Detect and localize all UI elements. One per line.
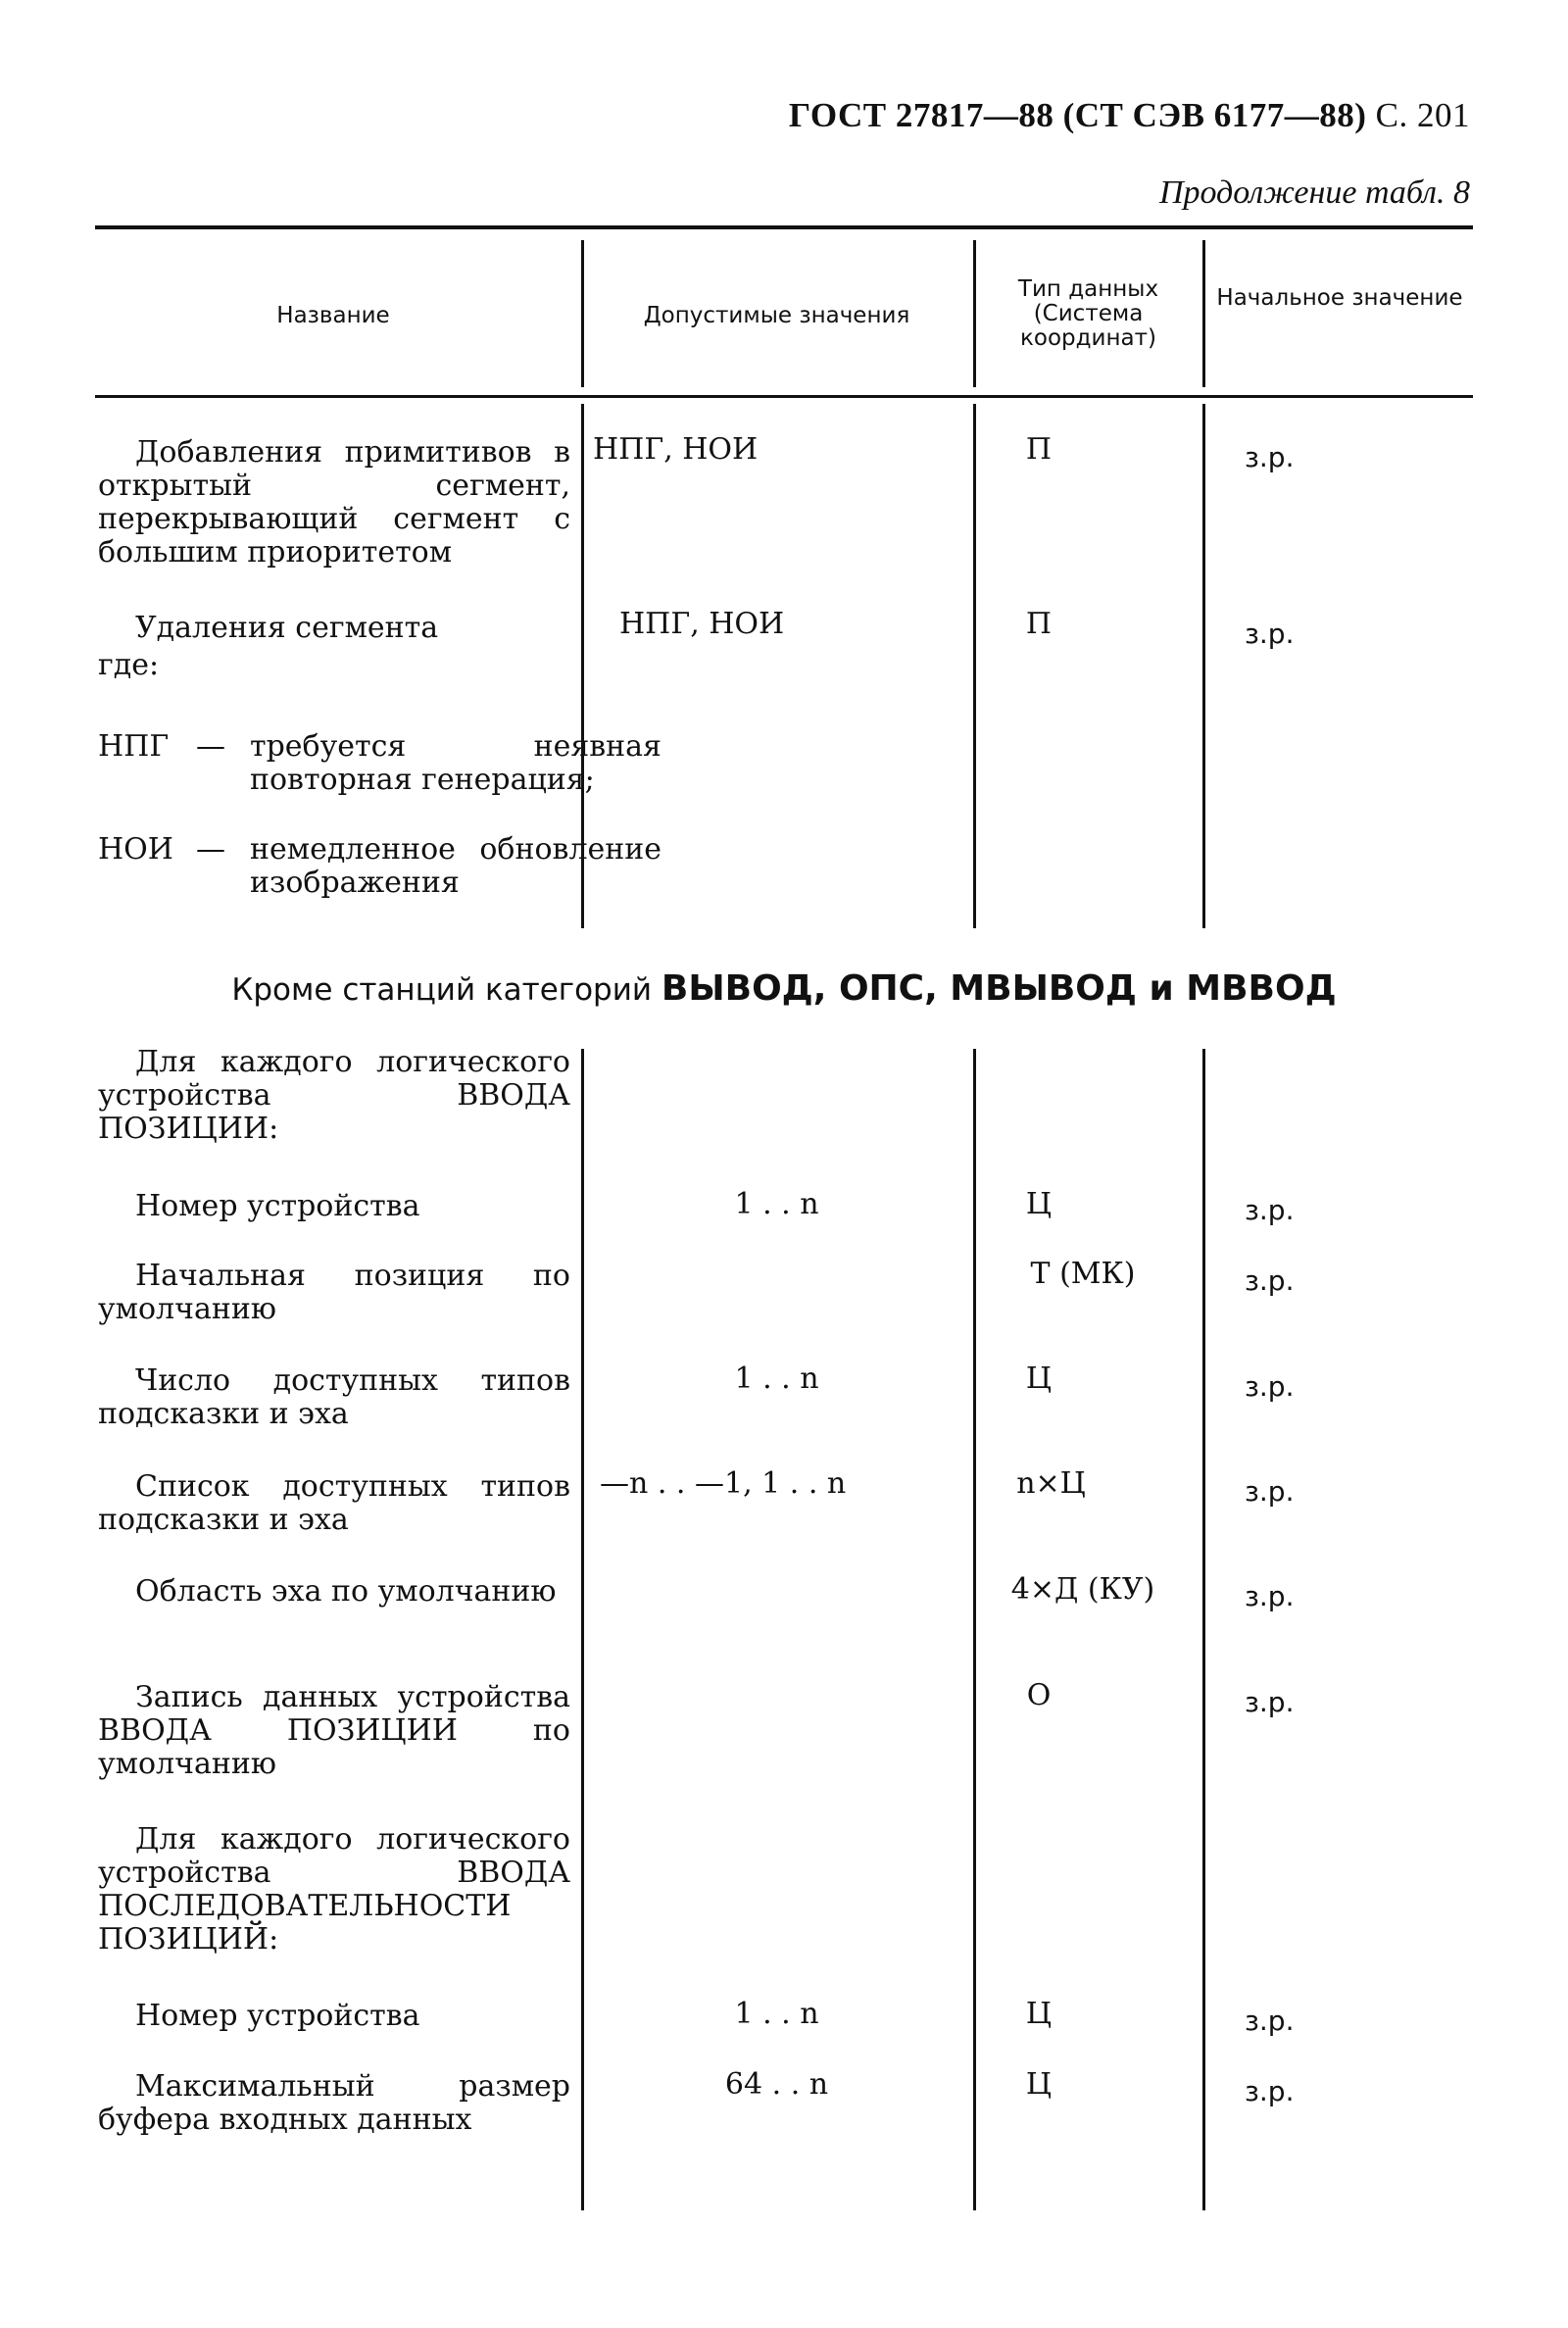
section-heading-bold: ВЫВОД, ОПС, МВЫВОД и МВВОД bbox=[661, 968, 1337, 1009]
column-header-type: Тип данных (Система координат) bbox=[1017, 276, 1159, 351]
table-row-type: Ц bbox=[1025, 1187, 1053, 1221]
table-row-initial: з.р. bbox=[1245, 1686, 1295, 1718]
table-row-initial: з.р. bbox=[1245, 1194, 1295, 1226]
table-row-name: Начальная позиция по умолчанию bbox=[98, 1259, 570, 1326]
legend-dash: — bbox=[196, 729, 225, 764]
section-heading bbox=[98, 968, 1470, 1009]
table-row-initial: з.р. bbox=[1245, 618, 1295, 650]
table-row-initial: з.р. bbox=[1245, 2075, 1295, 2107]
table-row-type: n×Ц bbox=[1016, 1466, 1086, 1501]
column-divider bbox=[973, 404, 976, 928]
table-row-type: Ц bbox=[1025, 1997, 1053, 2031]
table-continuation-label: Продолжение табл. 8 bbox=[1158, 174, 1470, 211]
table-row-name: Добавления примитивов в открытый сегмент, перекрывающий сегмент с большим приоритетом bbox=[98, 435, 570, 570]
column-divider bbox=[581, 240, 584, 387]
table-row-type: 4×Д (КУ) bbox=[1010, 1572, 1155, 1607]
column-divider bbox=[581, 1049, 584, 2210]
table-row-values: 1 . . n bbox=[734, 1362, 819, 1396]
table-row-type: Ц bbox=[1025, 1362, 1053, 1396]
column-divider bbox=[973, 240, 976, 387]
column-divider bbox=[1202, 240, 1205, 387]
table-row-name: Номер устройства bbox=[135, 1189, 420, 1223]
table-row-name: Для каждого логического устройства ВВОДА ПОСЛЕДОВАТЕЛЬНОСТИ ПОЗИЦИЙ: bbox=[98, 1822, 570, 1957]
table-row-type: Ц bbox=[1025, 2067, 1053, 2102]
table-row-values: НПГ, НОИ bbox=[593, 432, 759, 467]
where-label: где: bbox=[98, 648, 160, 682]
column-divider bbox=[1202, 404, 1205, 928]
table-row-type: П bbox=[1025, 607, 1053, 641]
table-row-type: Т (МК) bbox=[1030, 1257, 1136, 1291]
table-top-rule bbox=[95, 225, 1473, 229]
page-header bbox=[789, 96, 1470, 135]
table-row-name: Список доступных типов подсказки и эха bbox=[98, 1469, 570, 1537]
document-id: ГОСТ 27817—88 (СТ СЭВ 6177—88) bbox=[788, 96, 1367, 134]
table-row-initial: з.р. bbox=[1245, 2005, 1295, 2037]
table-row-name: Область эха по умолчанию bbox=[135, 1574, 557, 1609]
legend-dash: — bbox=[196, 832, 225, 867]
legend-term: НПГ bbox=[98, 729, 170, 764]
column-header-values: Допустимые значения bbox=[643, 303, 910, 328]
table-row-values: 1 . . n bbox=[734, 1997, 819, 2031]
legend-description: требуется неявная повторная генерация; bbox=[250, 729, 662, 797]
table-row-values: —n . . —1, 1 . . n bbox=[600, 1466, 847, 1501]
column-divider bbox=[1202, 1049, 1205, 2210]
column-divider bbox=[973, 1049, 976, 2210]
table-row-initial: з.р. bbox=[1245, 1580, 1295, 1612]
table-row-initial: з.р. bbox=[1245, 1475, 1295, 1508]
table-row-values: 64 . . n bbox=[724, 2067, 829, 2102]
table-row-name: Номер устройства bbox=[135, 1999, 420, 2033]
table-row-values: 1 . . n bbox=[734, 1187, 819, 1221]
table-row-name: Для каждого логического устройства ВВОДА ПОЗИЦИИ: bbox=[98, 1045, 570, 1146]
page-number: С. 201 bbox=[1375, 96, 1470, 134]
table-row-initial: з.р. bbox=[1245, 441, 1295, 473]
legend-item bbox=[98, 832, 662, 900]
table-row-type: О bbox=[1026, 1678, 1052, 1712]
table-row-initial: з.р. bbox=[1245, 1370, 1295, 1403]
legend-item bbox=[98, 729, 662, 797]
table-row-name: Число доступных типов подсказки и эха bbox=[98, 1363, 570, 1431]
legend-term: НОИ bbox=[98, 832, 173, 867]
table-row-name: Запись данных устройства ВВОДА ПОЗИЦИИ по умолчанию bbox=[98, 1680, 570, 1781]
table-row-initial: з.р. bbox=[1245, 1264, 1295, 1297]
column-header-initial: Начальное значение bbox=[1216, 285, 1463, 311]
table-header-rule bbox=[95, 395, 1473, 398]
table-row-type: П bbox=[1025, 432, 1053, 467]
table-row-name: Удаления сегмента bbox=[135, 611, 439, 645]
table-row-values: НПГ, НОИ bbox=[619, 607, 785, 641]
legend-description: немедленное обновление изображения bbox=[250, 832, 662, 900]
table-row-name: Максимальный размер буфера входных данных bbox=[98, 2069, 570, 2137]
section-heading-prefix: Кроме станций категорий bbox=[231, 972, 653, 1008]
column-header-name: Название bbox=[276, 303, 390, 328]
